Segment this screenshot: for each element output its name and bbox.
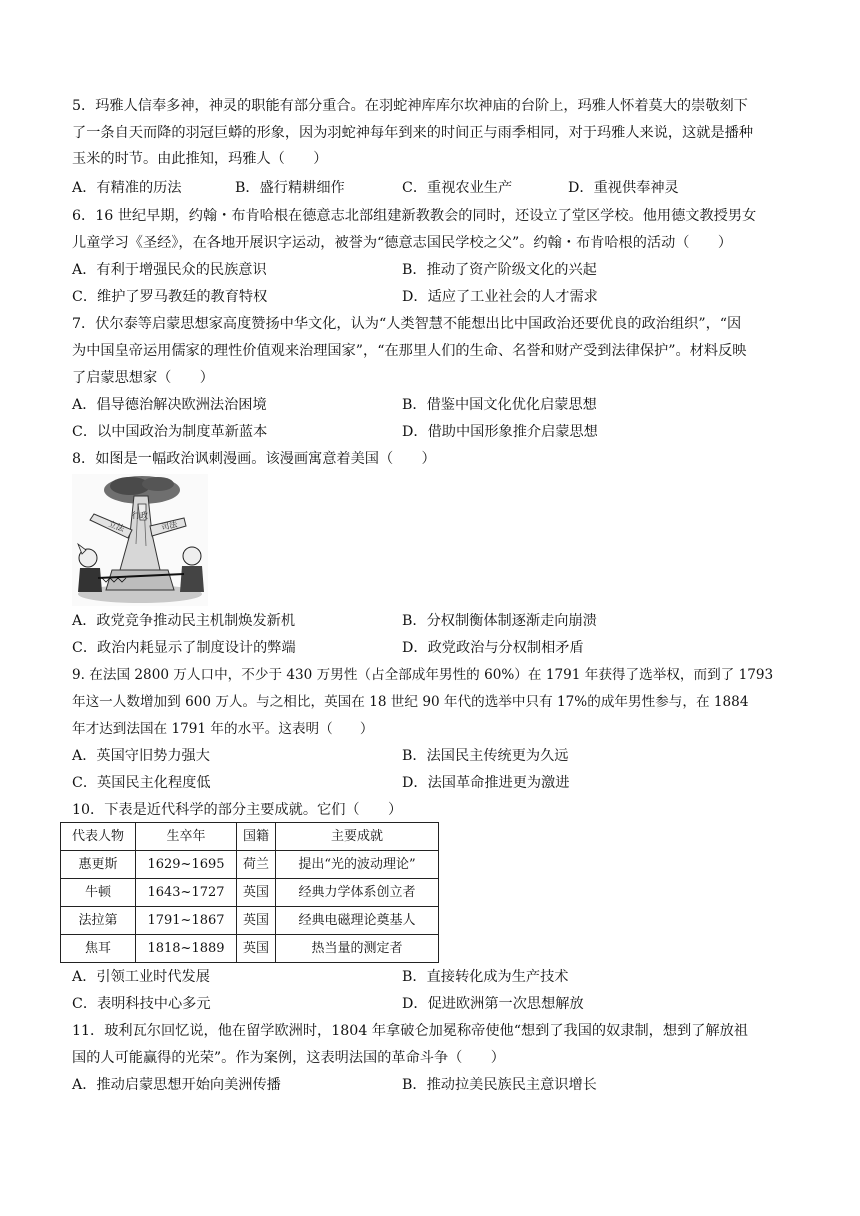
table-cell: 经典力学体系创立者: [276, 879, 439, 907]
table-cell: 1643~1727: [136, 879, 237, 907]
q10-option-d: D．促进欧洲第一次思想解放: [402, 996, 584, 1012]
q6-stem-line-1: 6．16 世纪早期，约翰・布肯哈根在德意志北部组建新教教会的同时，还设立了堂区学校。他用德文教授男女: [72, 208, 757, 224]
table-cell: 英国: [237, 907, 276, 935]
q7-option-a: A．倡导德治解决欧洲法治困境: [72, 397, 267, 413]
cartoon-label-0: 行政: [132, 511, 148, 520]
q6-option-b: B．推动了资产阶级文化的兴起: [402, 262, 597, 278]
table-cell: 英国: [237, 935, 276, 963]
table-cell: 热当量的测定者: [276, 935, 439, 963]
q8-stem-line-1: 8．如图是一幅政治讽刺漫画。该漫画寓意着美国（ ）: [72, 451, 436, 467]
q6-option-a: A．有利于增强民众的民族意识: [72, 262, 267, 278]
q7-option-b: B．借鉴中国文化优化启蒙思想: [402, 397, 597, 413]
q10-option-b: B．直接转化成为生产技术: [402, 969, 569, 985]
cartoon-label-2: 司法: [160, 519, 179, 532]
q10-option-c: C．表明科技中心多元: [72, 996, 211, 1012]
table-cell: 荷兰: [237, 851, 276, 879]
table-row: [61, 935, 439, 963]
q8-option-a: A．政党竞争推动民主机制焕发新机: [72, 613, 296, 629]
q8-option-b: B．分权制衡体制逐渐走向崩溃: [402, 613, 597, 629]
q6-stem-line-2: 儿童学习《圣经》，在各地开展识字运动，被誉为“德意志国民学校之父”。约翰・布肯哈根的活动（ ）: [72, 235, 733, 251]
q9-option-c: C．英国民主化程度低: [72, 775, 211, 791]
q7-option-d: D．借助中国形象推介启蒙思想: [402, 424, 598, 440]
q9-stem-line-2: 年这一人数增加到 600 万人。与之相比，英国在 18 世纪 90 年代的选举中只有 17%的成年男性参与，在 1884: [72, 694, 749, 710]
political-cartoon-image: [72, 474, 208, 606]
q11-option-a: A．推动启蒙思想开始向美洲传播: [72, 1077, 281, 1093]
q10-option-a: A．引领工业时代发展: [72, 969, 210, 985]
q9-option-a: A．英国守旧势力强大: [72, 748, 210, 764]
table-header-cell: 主要成就: [276, 823, 439, 851]
q8-option-d: D．政党政治与分权制相矛盾: [402, 640, 584, 656]
cartoon-label-1: 立法: [107, 519, 126, 534]
table-cell: 提出“光的波动理论”: [276, 851, 439, 879]
q11-stem-line-1: 11．玻利瓦尔回忆说，他在留学欧洲时，1804 年拿破仑加冕称帝使他“想到了我国的奴隶制，想到了解放祖: [72, 1023, 748, 1039]
table-row: [61, 879, 439, 907]
q6-option-d: D．适应了工业社会的人才需求: [402, 289, 598, 305]
q8-option-c: C．政治内耗显示了制度设计的弊端: [72, 640, 296, 656]
q5-stem-line-1: 5．玛雅人信奉多神，神灵的职能有部分重合。在羽蛇神库库尔坎神庙的台阶上，玛雅人怀着莫大的崇敬刻下: [72, 98, 748, 114]
table-cell: 法拉第: [61, 907, 136, 935]
q11-option-b: B．推动拉美民族民主意识增长: [402, 1077, 597, 1093]
table-cell: 1629~1695: [136, 851, 237, 879]
table-row: [61, 851, 439, 879]
table-header-row: [61, 823, 439, 851]
q6-option-c: C．维护了罗马教廷的教育特权: [72, 289, 268, 305]
science-achievements-table: [60, 822, 439, 963]
table-cell: 焦耳: [61, 935, 136, 963]
table-cell: 惠更斯: [61, 851, 136, 879]
q5-option-a: A．有精准的历法: [72, 180, 182, 196]
table-cell: 经典电磁理论奠基人: [276, 907, 439, 935]
table-cell: 牛顿: [61, 879, 136, 907]
q5-option-c: C．重视农业生产: [402, 180, 513, 196]
q7-stem-line-2: 为中国皇帝运用儒家的理性价值观来治理国家”，“在那里人们的生命、名誉和财产受到法律保护”。材料反映: [72, 343, 747, 359]
table-header-cell: 国籍: [237, 823, 276, 851]
q5-stem-line-2: 了一条自天而降的羽冠巨蟒的形象，因为羽蛇神每年到来的时间正与雨季相同，对于玛雅人来说，这就是播种: [72, 125, 754, 141]
table-header-cell: 代表人物: [61, 823, 136, 851]
q9-stem-line-3: 年才达到法国在 1791 年的水平。这表明（ ）: [72, 721, 374, 737]
table-header-cell: 生卒年: [136, 823, 237, 851]
q5-option-d: D．重视供奉神灵: [568, 180, 679, 196]
q9-option-b: B．法国民主传统更为久远: [402, 748, 569, 764]
q11-stem-line-2: 国的人可能赢得的光荣”。作为案例，这表明法国的革命斗争（ ）: [72, 1050, 505, 1066]
table-row: [61, 907, 439, 935]
table-cell: 1818~1889: [136, 935, 237, 963]
q9-stem-line-1: 9. 在法国 2800 万人口中，不少于 430 万男性（占全部成年男性的 60%）在 1791 年获得了选举权，而到了 1793: [72, 667, 774, 683]
table-cell: 英国: [237, 879, 276, 907]
q5-option-b: B．盛行精耕细作: [235, 180, 345, 196]
table-cell: 1791~1867: [136, 907, 237, 935]
q5-stem-line-3: 玉米的时节。由此推知，玛雅人（ ）: [72, 151, 328, 167]
q7-stem-line-1: 7．伏尔泰等启蒙思想家高度赞扬中华文化，认为“人类智慧不能想出比中国政治还要优良的政治组织”，“因: [72, 316, 742, 332]
q10-stem-line-1: 10．下表是近代科学的部分主要成就。它们（ ）: [72, 802, 403, 818]
q7-stem-line-3: 了启蒙思想家（ ）: [72, 370, 214, 386]
q9-option-d: D．法国革命推进更为激进: [402, 775, 570, 791]
q7-option-c: C．以中国政治为制度革新蓝本: [72, 424, 268, 440]
